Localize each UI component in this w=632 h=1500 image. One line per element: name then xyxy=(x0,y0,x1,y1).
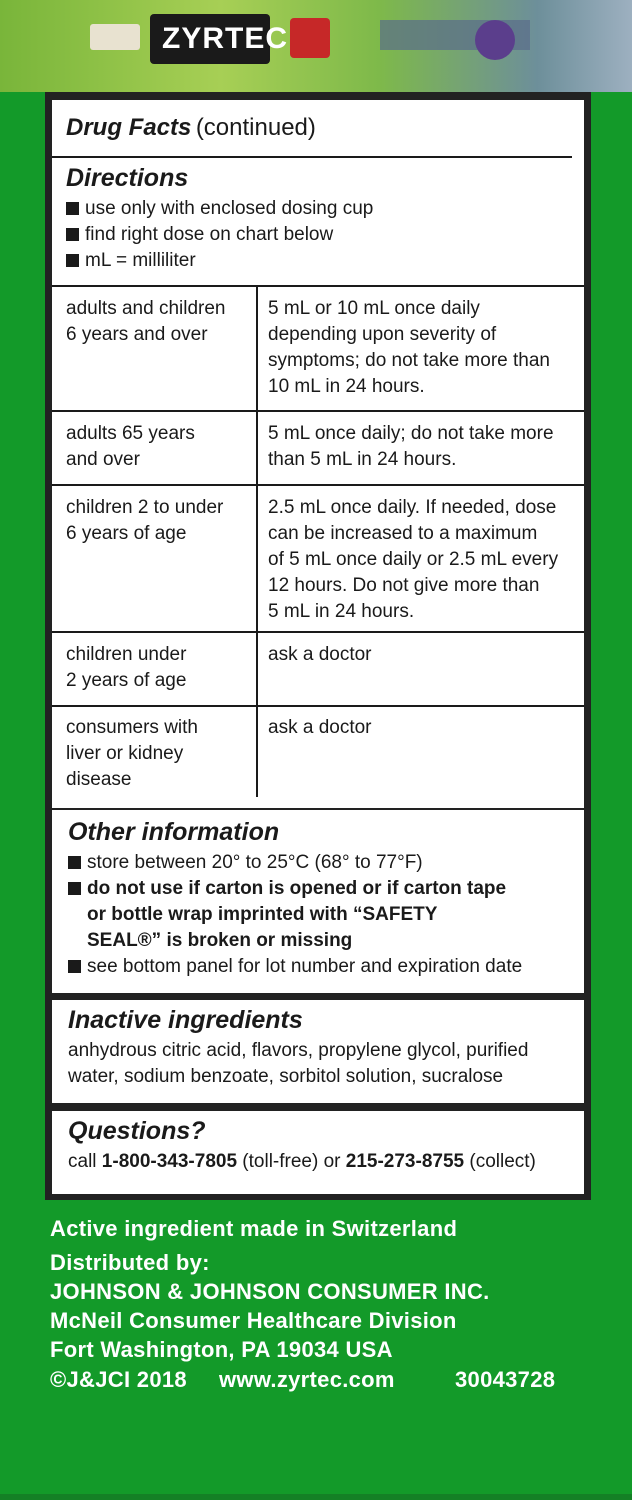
bullet-square-icon xyxy=(66,228,79,241)
table-row-divider xyxy=(52,484,584,486)
drug-facts-title xyxy=(66,114,316,142)
company-address: Fort Washington, PA 19034 USA xyxy=(50,1337,393,1362)
info-bullet-warning: do not use if carton is opened or if carton tape or bottle wrap imprinted with “SAFETY SEAL®” is broken or missing xyxy=(68,876,506,954)
directions-heading: Directions xyxy=(66,164,189,192)
table-row-divider xyxy=(52,410,584,412)
inactive-ingredients-heading: Inactive ingredients xyxy=(68,1006,303,1034)
red-badge xyxy=(290,18,330,58)
continued-label: (continued) xyxy=(195,114,316,141)
origin-text: Active ingredient made in Switzerland xyxy=(50,1216,458,1241)
direction-bullet: mL = milliliter xyxy=(66,248,196,274)
table-cell-dose: ask a doctor xyxy=(268,717,372,738)
collect-number: 215-273-8755 xyxy=(345,1151,465,1172)
carton-bottom-edge xyxy=(0,1494,632,1500)
table-row-divider xyxy=(52,705,584,707)
directions-box xyxy=(52,100,584,808)
brand-logo-text: ZYRTEC xyxy=(162,22,288,55)
other-information-heading: Other information xyxy=(68,818,280,846)
product-code: 30043728 xyxy=(455,1367,556,1392)
table-cell-who: children under 2 years of age xyxy=(66,644,187,691)
table-divider xyxy=(52,285,584,287)
table-row-divider xyxy=(52,631,584,633)
other-information-box xyxy=(52,810,584,993)
copyright: ©J&JCI 2018 xyxy=(50,1367,187,1392)
questions-phone-line: call 1-800-343-7805 (toll-free) or 215-273-8755 (collect) xyxy=(68,1151,536,1172)
website-link[interactable]: www.zyrtec.com xyxy=(219,1367,395,1392)
direction-bullet: use only with enclosed dosing cup xyxy=(66,196,373,222)
drug-facts-panel xyxy=(45,92,591,1200)
drug-facts-label: Drug Facts xyxy=(66,114,192,141)
questions-box xyxy=(52,1111,584,1194)
table-cell-who: adults 65 years and over xyxy=(66,423,195,470)
table-cell-who: adults and children 6 years and over xyxy=(66,298,226,345)
bullet-square-icon xyxy=(68,882,81,895)
table-column-divider xyxy=(256,285,258,797)
divider xyxy=(52,156,572,158)
info-bullet: see bottom panel for lot number and expiration date xyxy=(68,954,522,980)
bullet-square-icon xyxy=(66,254,79,267)
table-cell-who: consumers with liver or kidney disease xyxy=(66,717,198,790)
brand-mini-logo xyxy=(90,24,140,50)
table-cell-dose: ask a doctor xyxy=(268,644,372,665)
distributed-by-label: Distributed by: xyxy=(50,1250,210,1275)
division-name: McNeil Consumer Healthcare Division xyxy=(50,1308,457,1333)
carton-top-strip xyxy=(0,0,632,92)
brand-logo xyxy=(150,14,288,64)
questions-heading: Questions? xyxy=(68,1117,206,1145)
company-name: JOHNSON & JOHNSON CONSUMER INC. xyxy=(50,1279,490,1304)
inactive-ingredients-list: anhydrous citric acid, flavors, propylene glycol, purified water, sodium benzoate, sorbitol solution, sucralose xyxy=(68,1040,529,1087)
table-cell-dose: 2.5 mL once daily. If needed, dose can be increased to a maximum of 5 mL once daily or 2.5 mL every 12 hours. Do not give more than 5 mL in 24 hours. xyxy=(268,497,559,622)
direction-bullet: find right dose on chart below xyxy=(66,222,333,248)
inactive-ingredients-box xyxy=(52,1000,584,1103)
bullet-square-icon xyxy=(68,960,81,973)
grape-icon xyxy=(475,20,515,60)
table-cell-who: children 2 to under 6 years of age xyxy=(66,497,224,544)
table-cell-dose: 5 mL or 10 mL once daily depending upon severity of symptoms; do not take more than 10 mL in 24 hours. xyxy=(268,298,550,397)
info-bullet: store between 20° to 25°C (68° to 77°F) xyxy=(68,850,423,876)
bullet-square-icon xyxy=(66,202,79,215)
bullet-square-icon xyxy=(68,856,81,869)
table-cell-dose: 5 mL once daily; do not take more than 5 mL in 24 hours. xyxy=(268,423,554,470)
toll-free-number: 1-800-343-7805 xyxy=(101,1151,238,1172)
